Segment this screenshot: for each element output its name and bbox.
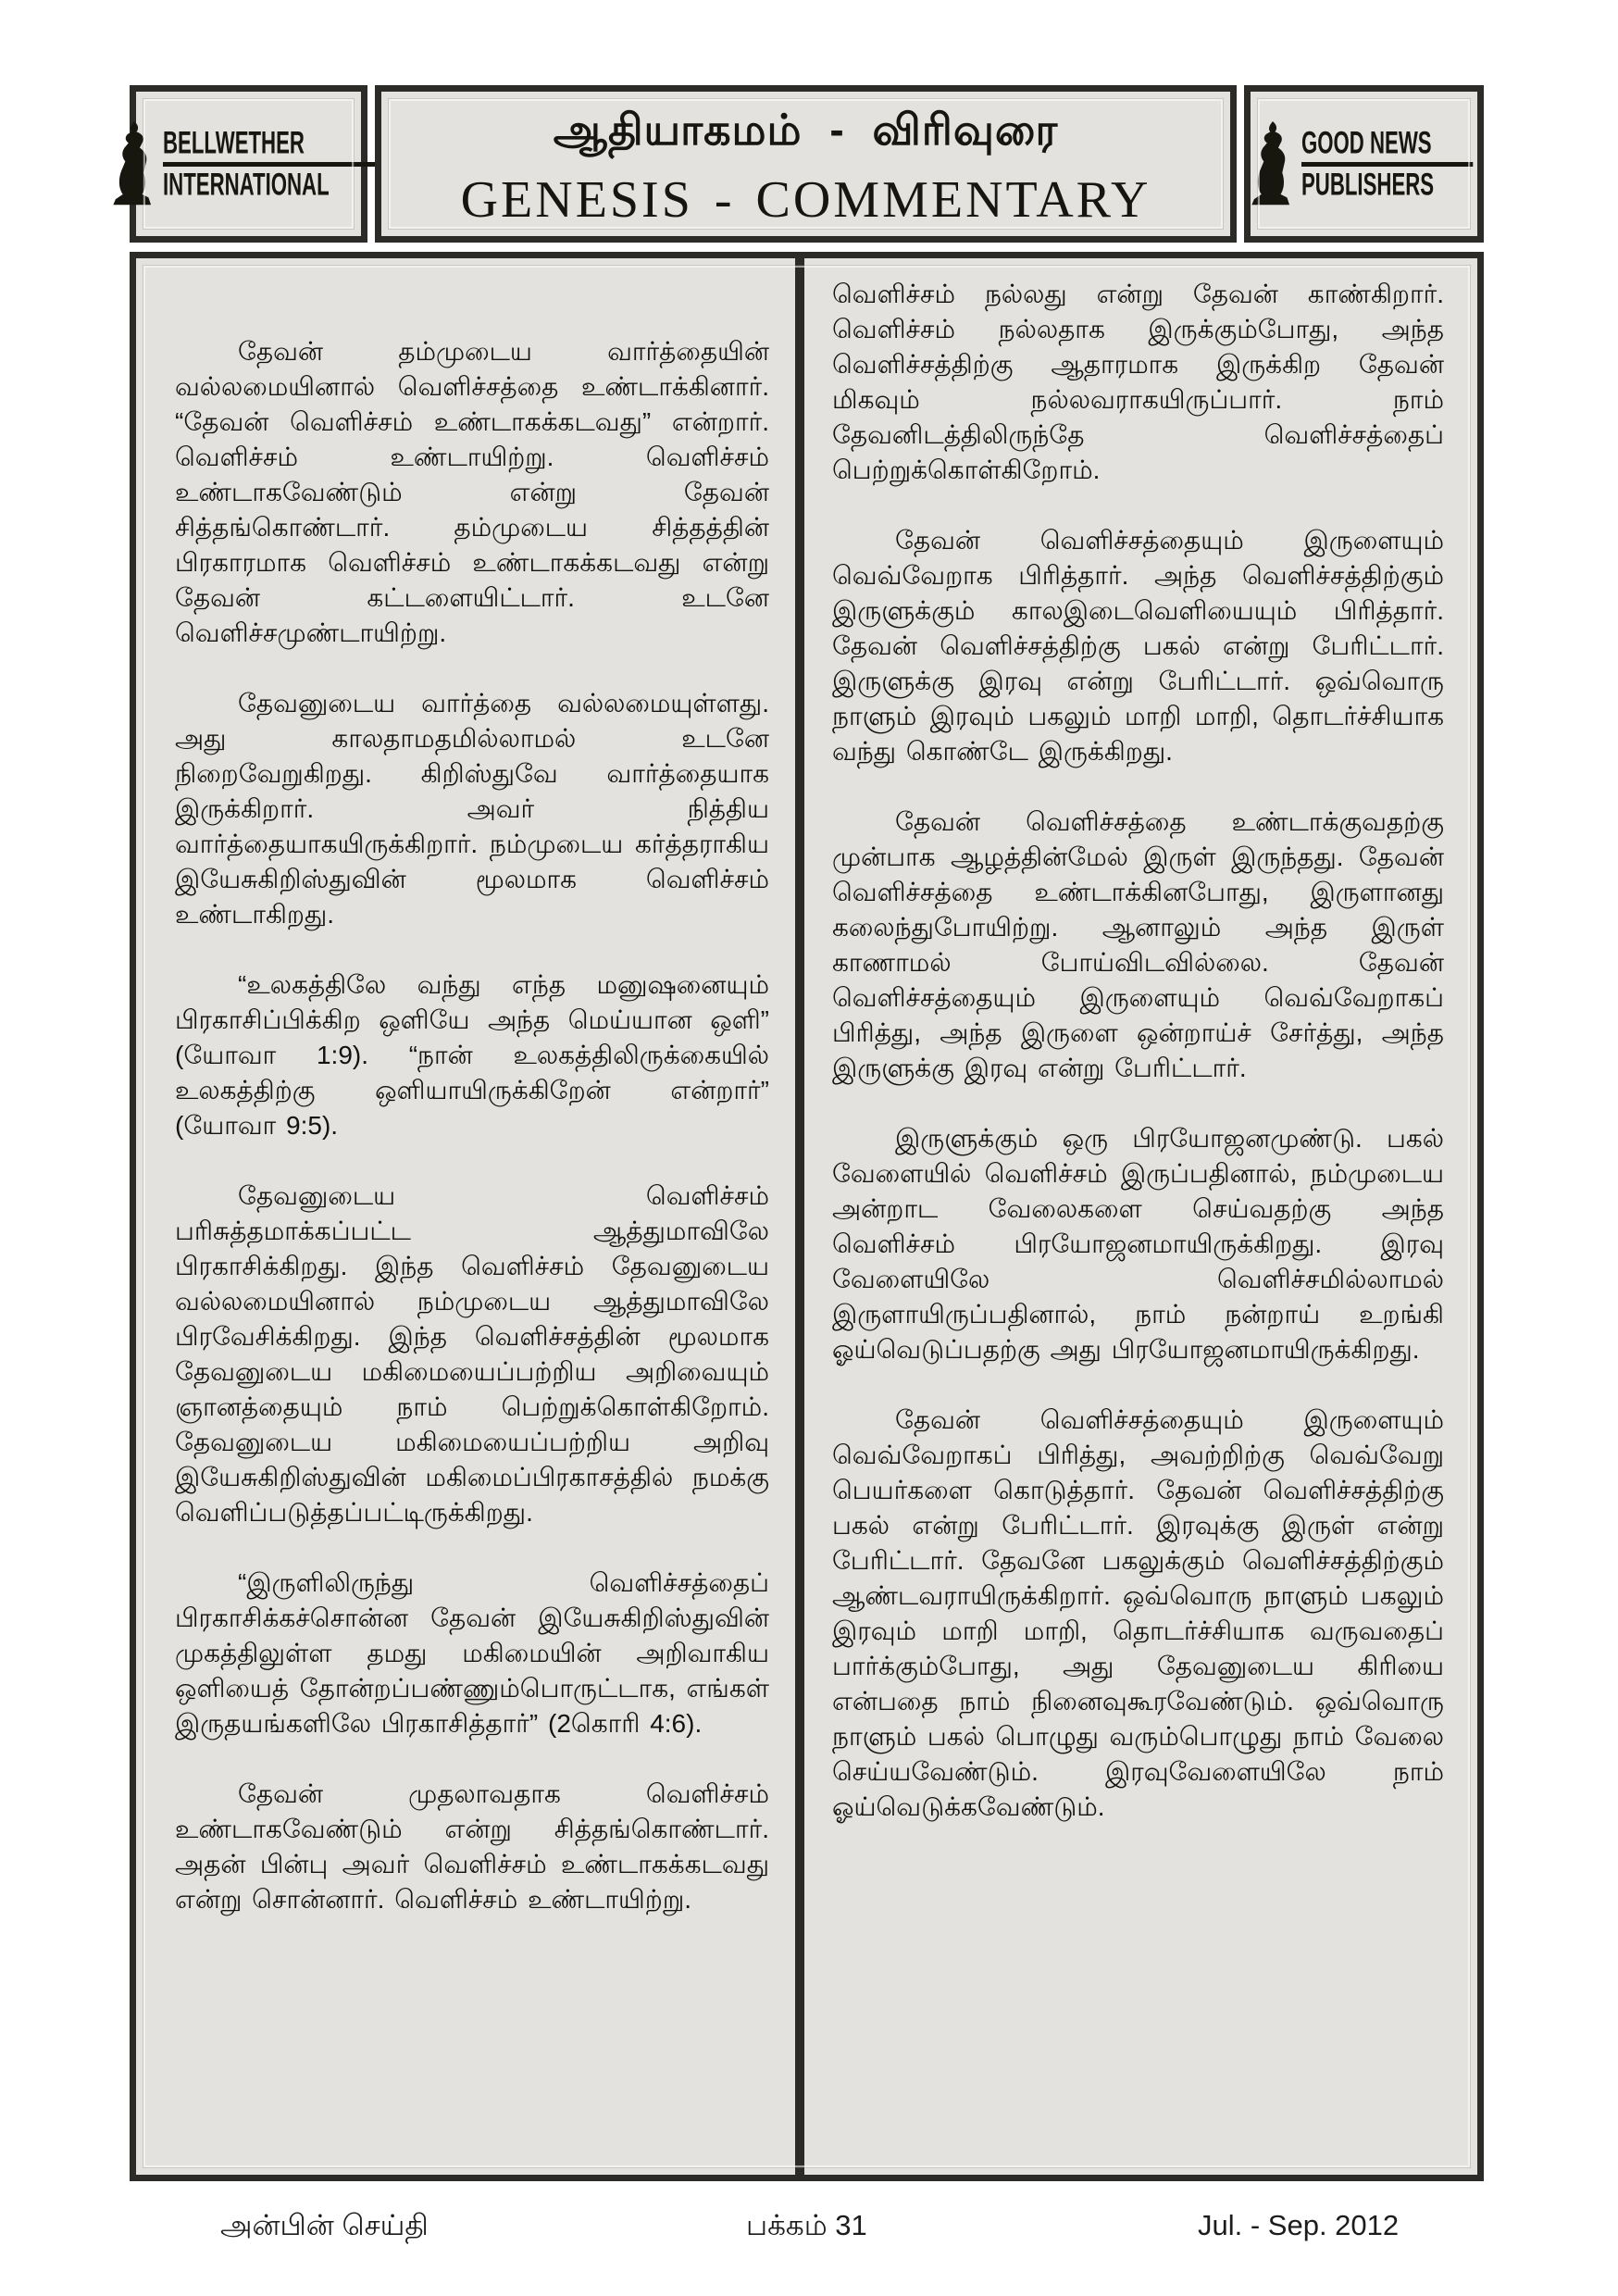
page-title-tamil: ஆதியாகமம் - விரிவுரை xyxy=(553,105,1059,154)
right-column xyxy=(804,258,1477,2175)
paragraph-scripture-quote: “உலகத்திலே வந்து எந்த மனுஷனையும் பிரகாசிப்பிக்கிற ஒளியே அந்த மெய்யான ஒளி” (யோவா 1:9). “நான் உலகத்திலிருக்கையில் உலகத்திற்கு ஒளியாயிருக்கிறேன் என்றார்” (யோவா 9:5). xyxy=(175,970,769,1140)
left-column xyxy=(136,258,804,2175)
bellwether-figure-icon xyxy=(109,114,157,214)
paragraph-continuation: வெளிச்சம் நல்லது என்று தேவன் காண்கிறார். வெளிச்சம் நல்லதாக இருக்கும்போது, அந்த வெளிச்சத்திற்கு ஆதாரமாக இருக்கிற தேவன் மிகவும் நல்லவராகயிருப்பார். நாம் தேவனிடத்திலிருந்தே வெளிச்சத்தைப் பெற்றுக்கொள்கிறோம். xyxy=(832,280,1444,484)
bellwether-logo-box xyxy=(130,85,367,243)
paragraph: இருளுக்கும் ஒரு பிரயோஜனமுண்டு. பகல் வேளையில் வெளிச்சம் இருப்பதினால், நம்முடைய அன்றாட வேலைகளை செய்வதற்கு அந்த வெளிச்சம் பிரயோஜனமாயிருக்கிறது. இரவு வேளையிலே வெளிச்சமில்லாமல் இருளாயிருப்பதினால், நாம் நன்றாய் உறங்கி ஓய்வெடுப்பதற்கு அது பிரயோஜனமாயிருக்கிறது. xyxy=(832,1124,1444,1364)
bellwether-logo-text xyxy=(163,124,388,202)
footer-page-number: பக்கம் 31 xyxy=(746,2209,867,2241)
good-news-logo-text xyxy=(1301,124,1480,202)
bellwether-logo-line1: BELLWETHER xyxy=(163,124,305,160)
good-news-logo-rule xyxy=(1301,162,1474,167)
bellwether-logo-line2: INTERNATIONAL xyxy=(163,166,330,202)
good-news-logo-line1: GOOD NEWS xyxy=(1301,124,1432,160)
paragraph: தேவன் வெளிச்சத்தையும் இருளையும் வெவ்வேறாகப் பிரித்து, அவற்றிற்கு வெவ்வேறு பெயர்களை கொடுத்தார். தேவன் வெளிச்சத்திற்கு பகல் என்று பேரிட்டார். இரவுக்கு இருள் என்று பேரிட்டார். தேவனே பகலுக்கும் வெளிச்சத்திற்கும் ஆண்டவராயிருக்கிறார். ஒவ்வொரு நாளும் பகலும் இரவும் மாறி மாறி, தொடர்ச்சியாக வருவதைப் பார்க்கும்போது, அது தேவனுடைய கிரியை என்பதை நாம் நினைவுகூரவேண்டும். ஒவ்வொரு நாளும் பகல் பொழுது வரும்பொழுது நாம் வேலை செய்யவேண்டும். இரவுவேளையிலே நாம் ஓய்வெடுக்கவேண்டும். xyxy=(832,1405,1444,1821)
paragraph: தேவன் முதலாவதாக வெளிச்சம் உண்டாகவேண்டும் என்று சித்தங்கொண்டார். அதன் பின்பு அவர் வெளிச்சம் உண்டாகக்கடவது என்று சொன்னார். வெளிச்சம் உண்டாயிற்று. xyxy=(175,1779,769,1914)
bellwether-logo-rule xyxy=(163,162,379,167)
commentary-body-box xyxy=(130,252,1484,2181)
goodnews-figure-icon xyxy=(1248,114,1296,214)
page-title-english: GENESIS - COMMENTARY xyxy=(460,170,1151,229)
paragraph: தேவன் வெளிச்சத்தையும் இருளையும் வெவ்வேறாக பிரித்தார். அந்த வெளிச்சத்திற்கும் இருளுக்கும் காலஇடைவெளியையும் பிரித்தார். தேவன் வெளிச்சத்திற்கு பகல் என்று பேரிட்டார். இருளுக்கு இரவு என்று பேரிட்டார். ஒவ்வொரு நாளும் இரவும் பகலும் மாறி மாறி, தொடர்ச்சியாக வந்து கொண்டே இருக்கிறது. xyxy=(832,526,1444,766)
paragraph: தேவன் தம்முடைய வார்த்தையின் வல்லமையினால் வெளிச்சத்தை உண்டாக்கினார். “தேவன் வெளிச்சம் உண்டாகக்கடவது” என்றார். வெளிச்சம் உண்டாயிற்று. வெளிச்சம் உண்டாகவேண்டும் என்று தேவன் சித்தங்கொண்டார். தம்முடைய சித்தத்தின் பிரகாரமாக வெளிச்சம் உண்டாகக்கடவது என்று தேவன் கட்டளையிட்டார். உடனே வெளிச்சமுண்டாயிற்று. xyxy=(175,337,769,647)
paragraph: தேவன் வெளிச்சத்தை உண்டாக்குவதற்கு முன்பாக ஆழத்தின்மேல் இருள் இருந்தது. தேவன் வெளிச்சத்தை உண்டாக்கினபோது, இருளானது கலைந்துபோயிற்று. ஆனாலும் அந்த இருள் காணாமல் போய்விடவில்லை. தேவன் வெளிச்சத்தையும் இருளையும் வெவ்வேறாகப் பிரித்து, அந்த இருளை ஒன்றாய்ச் சேர்த்து, அந்த இருளுக்கு இரவு என்று பேரிட்டார். xyxy=(832,807,1444,1082)
good-news-logo-line2: PUBLISHERS xyxy=(1301,166,1434,202)
footer-issue-date: Jul. - Sep. 2012 xyxy=(1198,2209,1400,2241)
good-news-publishers-logo-box xyxy=(1244,85,1484,243)
paragraph: தேவனுடைய வெளிச்சம் பரிசுத்தமாக்கப்பட்ட ஆத்துமாவிலே பிரகாசிக்கிறது. இந்த வெளிச்சம் தேவனுடைய வல்லமையினால் நம்முடைய ஆத்துமாவிலே பிரவேசிக்கிறது. இந்த வெளிச்சத்தின் மூலமாக தேவனுடைய மகிமையைப்பற்றிய அறிவையும் ஞானத்தையும் நாம் பெற்றுக்கொள்கிறோம். தேவனுடைய மகிமையைப்பற்றிய அறிவு இயேசுகிறிஸ்துவின் மகிமைப்பிரகாசத்தில் நமக்கு வெளிப்படுத்தப்பட்டிருக்கிறது. xyxy=(175,1181,769,1527)
page-title-box xyxy=(375,85,1237,243)
footer-publication-name: அன்பின் செய்தி xyxy=(220,2209,429,2241)
paragraph-scripture-quote: “இருளிலிருந்து வெளிச்சத்தைப் பிரகாசிக்கச்சொன்ன தேவன் இயேசுகிறிஸ்துவின் முகத்திலுள்ள தமது மகிமையின் அறிவாகிய ஒளியைத் தோன்றப்பண்ணும்பொருட்டாக, எங்கள் இருதயங்களிலே பிரகாசித்தார்” (2கொரி 4:6). xyxy=(175,1568,769,1738)
paragraph: தேவனுடைய வார்த்தை வல்லமையுள்ளது. அது காலதாமதமில்லாமல் உடனே நிறைவேறுகிறது. கிறிஸ்துவே வார்த்தையாக இருக்கிறார். அவர் நித்திய வார்த்தையாகயிருக்கிறார். நம்முடைய கர்த்தராகிய இயேசுகிறிஸ்துவின் மூலமாக வெளிச்சம் உண்டாகிறது. xyxy=(175,689,769,929)
